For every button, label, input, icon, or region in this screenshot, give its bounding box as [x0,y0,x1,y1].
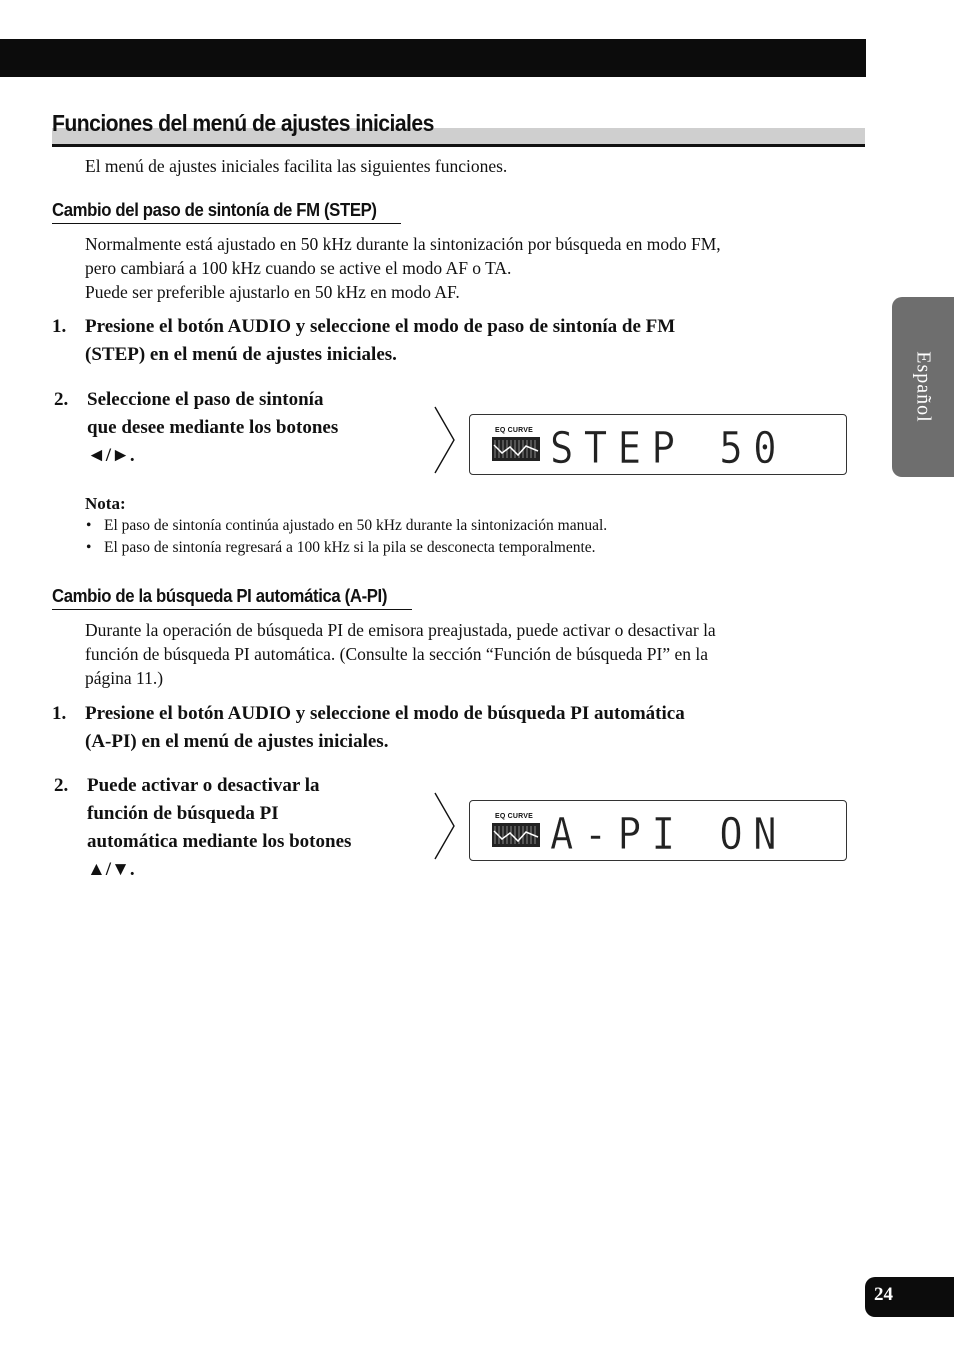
title-rule [52,144,865,147]
paragraph-line: función de búsqueda PI automática. (Consulte la sección “Función de búsqueda PI” en la [85,644,709,664]
header-bar [0,39,866,77]
step-text [87,386,338,470]
step-line: que desee mediante los botones [87,417,339,438]
step-number: 1. [52,703,67,724]
language-label: Español [912,351,935,423]
lcd-display-api [469,800,847,861]
intro-text: El menú de ajustes iniciales facilita las siguientes funciones. [85,156,508,176]
step-line: automática mediante los botones [87,831,352,852]
chevron-right-icon [433,791,457,861]
paragraph-line: página 11.) [85,668,164,688]
step-line: Presione el botón AUDIO y seleccione el modo de búsqueda PI automática [85,703,685,724]
page-number-box [865,1277,954,1317]
lcd-text: STEP 50 [550,423,788,474]
page-title: Funciones del menú de ajustes iniciales [52,110,434,136]
paragraph-line: Durante la operación de búsqueda PI de emisora preajustada, puede activar o desactivar la [85,620,716,640]
chevron-right-icon [433,405,457,475]
paragraph-line: pero cambiará a 100 kHz cuando se active el modo AF o TA. [85,258,512,278]
note-text: El paso de sintonía continúa ajustado en 50 kHz durante la sintonización manual. [104,517,608,534]
note-list [86,515,607,559]
step-line: Seleccione el paso de sintonía [87,389,324,410]
step-line: ◄/►. [87,445,135,466]
section-step-paragraph [85,232,721,304]
note-item: • El paso de sintonía regresará a 100 kHz si la pila se desconecta temporalmente. [86,539,596,556]
language-side-tab [892,297,954,477]
step-line: (STEP) en el menú de ajustes iniciales. [85,344,397,365]
step-line: (A-PI) en el menú de ajustes iniciales. [85,731,389,752]
step-line: función de búsqueda PI [87,803,279,824]
step-line: ▲/▼. [87,859,135,880]
eq-curve-label: EQ CURVE [495,813,534,820]
section-api-paragraph [85,618,716,690]
step-number: 2. [54,775,69,796]
eq-curve-icon [492,437,540,461]
note-title: Nota: [85,494,126,513]
page-title-block [52,110,865,148]
step-number: 2. [54,389,69,410]
paragraph-line: Puede ser preferible ajustarlo en 50 kHz en modo AF. [85,282,460,302]
step-text [85,700,685,756]
paragraph-line: Normalmente está ajustado en 50 kHz durante la sintonización por búsqueda en modo FM, [85,234,721,254]
step-line: Presione el botón AUDIO y seleccione el modo de paso de sintonía de FM [85,316,676,337]
page-number: 24 [874,1284,893,1305]
section-heading-step: Cambio del paso de sintonía de FM (STEP) [52,200,401,224]
lcd-display-step [469,414,847,475]
section-heading-api: Cambio de la búsqueda PI automática (A-PI) [52,586,412,610]
note-item: • El paso de sintonía continúa ajustado en 50 kHz durante la sintonización manual. [86,517,608,534]
step-line: Puede activar o desactivar la [87,775,320,796]
step-text [87,772,351,884]
note-text: El paso de sintonía regresará a 100 kHz si la pila se desconecta temporalmente. [104,539,596,556]
eq-curve-icon [492,823,540,847]
eq-curve-label: EQ CURVE [495,427,534,434]
step-number: 1. [52,316,67,337]
lcd-text: A-PI ON [550,809,788,860]
step-text [85,313,675,369]
